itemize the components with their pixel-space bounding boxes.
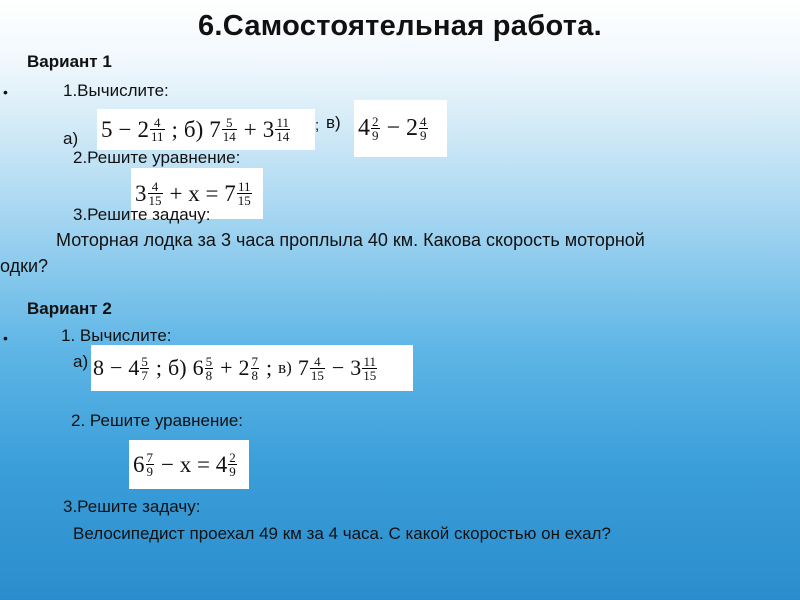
bullet-1: • <box>3 84 8 100</box>
v1-item-a-label: а) <box>63 129 79 148</box>
v2-task-3: 3.Решите задачу: <box>63 497 201 516</box>
v2-problem: Велосипедист проехал 49 км за 4 часа. С какой скоростью он ехал? <box>73 524 611 543</box>
v1-equation: 3 4 15 + x = 7 11 15 <box>131 168 263 219</box>
v1-task-1: 1.Вычислите: <box>63 81 169 100</box>
v1-separator: ; <box>315 117 320 134</box>
v1-task-2: 2.Решите уравнение: <box>73 148 241 167</box>
v2-task-1: 1. Вычислите: <box>61 326 172 345</box>
slide-title: 6.Самостоятельная работа. <box>197 10 603 42</box>
v1-expression-a-b: 5 − 2 4 11 ; б) 7 5 14 + 3 11 14 <box>97 109 315 150</box>
v1-problem-line-2: одки? <box>0 256 49 276</box>
v1-problem-line-1: Моторная лодка за 3 часа проплыла 40 км. Какова скорость моторной <box>56 230 645 250</box>
v1-expression-v: 4 2 9 − 2 4 9 <box>354 100 447 157</box>
v1-item-v-label: в) <box>326 113 341 132</box>
variant-2-heading: Вариант 2 <box>27 299 112 318</box>
v2-equation: 6 7 9 − x = 4 2 9 <box>129 440 249 489</box>
v2-item-a-label: а) <box>73 352 89 371</box>
v2-expression: 8 − 4 5 7 ; б) 6 5 8 + 2 7 8 ; в) 7 4 15 − 3 11 15 <box>91 345 413 391</box>
v2-task-2: 2. Решите уравнение: <box>71 411 244 430</box>
bullet-2: • <box>3 330 8 346</box>
v1-task-3: 3.Решите задачу: <box>73 205 211 224</box>
variant-1-heading: Вариант 1 <box>27 52 112 71</box>
